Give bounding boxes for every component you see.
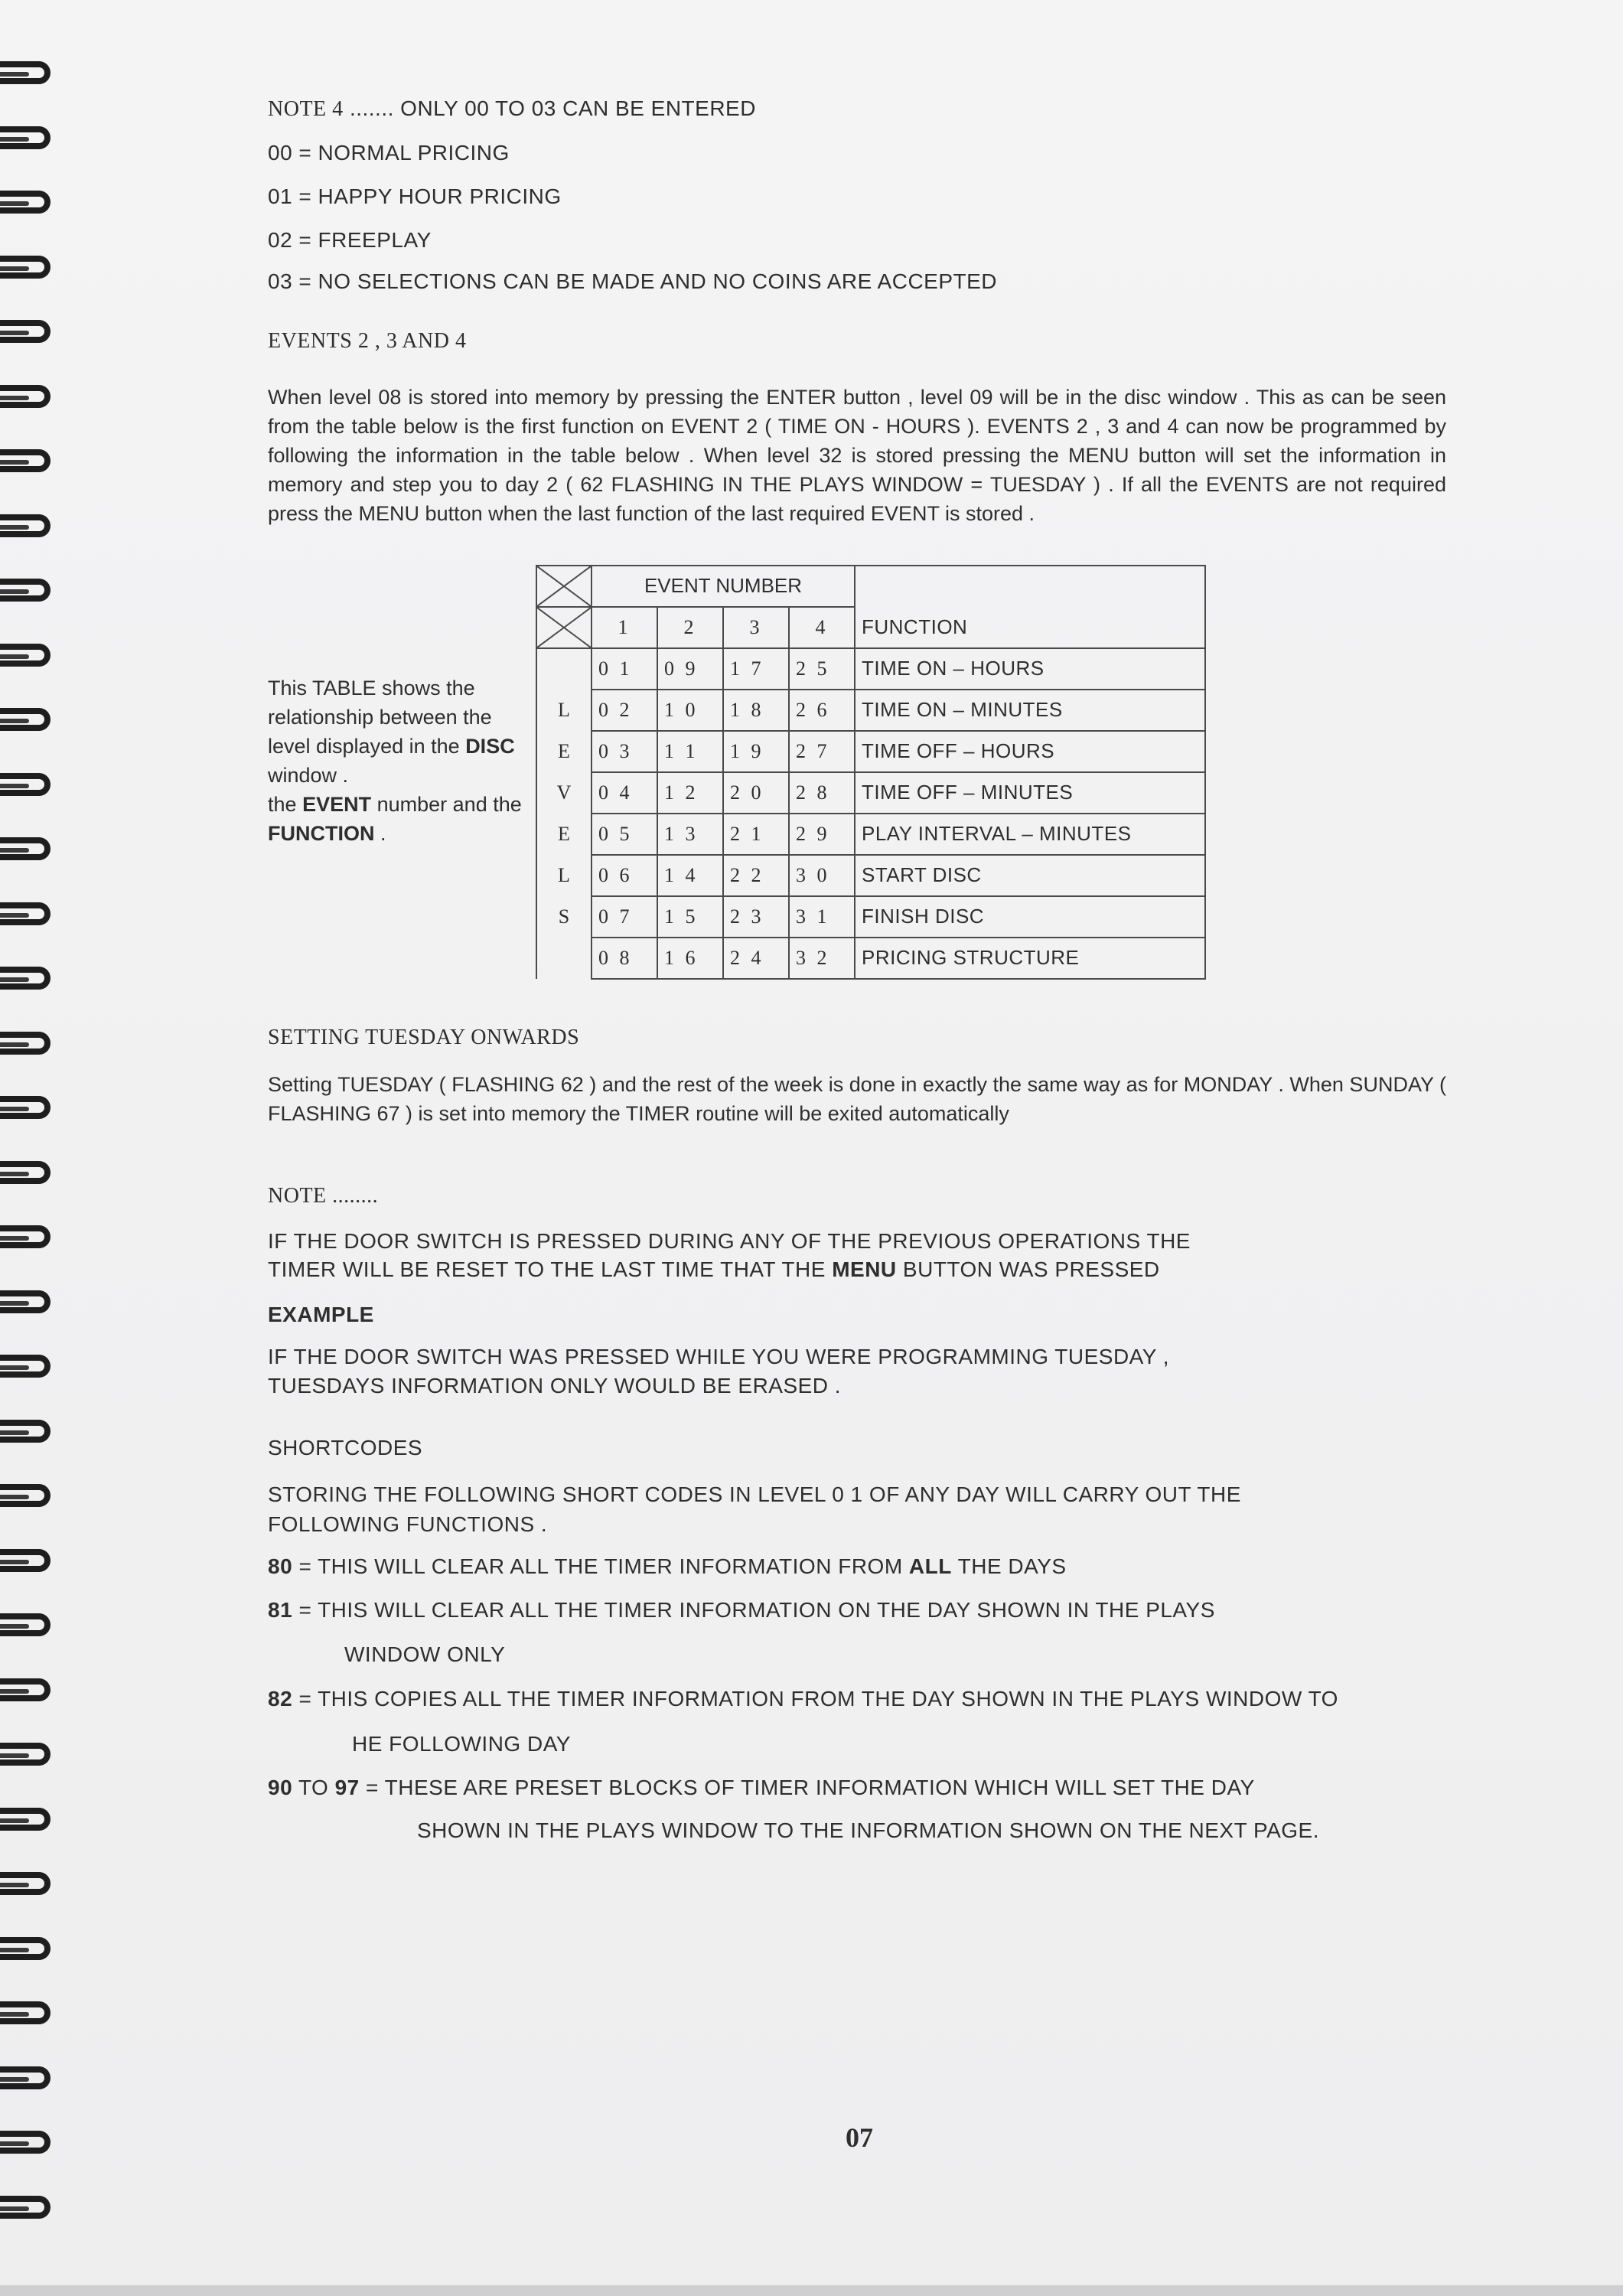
side-note-disc: DISC <box>465 735 515 758</box>
note2-heading: NOTE ........ <box>268 1184 379 1208</box>
function-cell: TIME OFF – HOURS <box>855 731 1205 772</box>
levels-label-cell: V <box>536 772 592 814</box>
example-heading: EXAMPLE <box>268 1303 374 1326</box>
shortcode-number: 81 <box>268 1598 293 1622</box>
shortcode-text: = THESE ARE PRESET BLOCKS OF TIMER INFORMATION WHICH WILL SET THE DAY <box>366 1776 1255 1799</box>
level-cell: 3 1 <box>789 896 855 938</box>
level-cell: 3 2 <box>789 938 855 979</box>
table-side-note <box>268 673 528 848</box>
note4-item: 01 = HAPPY HOUR PRICING <box>268 184 562 208</box>
note4-line <box>268 95 756 123</box>
level-cell: 0 6 <box>592 855 657 896</box>
shortcodes-line1: STORING THE FOLLOWING SHORT CODES IN LEVEL 0 1 OF ANY DAY WILL CARRY OUT THE <box>268 1482 1241 1506</box>
binding-ring <box>0 1937 51 1960</box>
shortcode-text: = THIS WILL CLEAR ALL THE TIMER INFORMATION ON THE DAY SHOWN IN THE PLAYS <box>298 1598 1215 1622</box>
shortcode-80 <box>268 1553 1067 1580</box>
shortcodes-heading: SHORTCODES <box>268 1436 423 1459</box>
note4-item: 00 = NORMAL PRICING <box>268 141 510 165</box>
binding-ring <box>0 1549 51 1572</box>
binding-ring <box>0 191 51 214</box>
levels-label-cell: E <box>536 814 592 855</box>
binding-ring <box>0 1161 51 1184</box>
crossed-cell <box>536 607 592 648</box>
event-number: 3 <box>723 607 789 648</box>
table-row <box>536 896 1205 938</box>
binding-ring <box>0 1808 51 1831</box>
function-cell: FINISH DISC <box>855 896 1205 938</box>
function-header-top <box>855 566 1205 607</box>
side-note-text: . <box>380 822 386 845</box>
binding-ring <box>0 773 51 796</box>
level-cell: 2 6 <box>789 690 855 731</box>
shortcode-90-cont: SHOWN IN THE PLAYS WINDOW TO THE INFORMATION SHOWN ON THE NEXT PAGE. <box>417 1818 1319 1842</box>
level-cell: 1 2 <box>657 772 723 814</box>
level-cell: 1 8 <box>723 690 789 731</box>
side-note-text: window . <box>268 764 349 787</box>
binding-ring <box>0 1872 51 1895</box>
level-cell: 0 1 <box>592 648 657 690</box>
level-cell: 0 3 <box>592 731 657 772</box>
level-cell: 3 0 <box>789 855 855 896</box>
binding-ring <box>0 320 51 343</box>
table-row <box>536 690 1205 731</box>
shortcode-number: 90 <box>268 1776 293 1799</box>
binding-ring <box>0 1225 51 1248</box>
note4-item: 02 = FREEPLAY <box>268 228 432 252</box>
binding-ring <box>0 2131 51 2154</box>
function-cell: TIME ON – HOURS <box>855 648 1205 690</box>
binding-ring <box>0 708 51 731</box>
level-cell: 1 6 <box>657 938 723 979</box>
shortcode-text: = THIS COPIES ALL THE TIMER INFORMATION FROM THE DAY SHOWN IN THE PLAYS WINDOW TO <box>298 1687 1338 1711</box>
level-cell: 2 1 <box>723 814 789 855</box>
levels-label-cell: S <box>536 896 592 938</box>
shortcode-text: TO <box>298 1776 329 1799</box>
spiral-binding <box>0 61 61 2265</box>
side-note-event: EVENT <box>302 793 372 816</box>
shortcode-90-97 <box>268 1774 1255 1802</box>
table-row <box>536 938 1205 979</box>
level-cell: 2 2 <box>723 855 789 896</box>
example-line2: TUESDAYS INFORMATION ONLY WOULD BE ERASED . <box>268 1374 842 1397</box>
side-note-function: FUNCTION <box>268 822 375 845</box>
binding-ring <box>0 1484 51 1507</box>
level-cell: 0 4 <box>592 772 657 814</box>
binding-ring <box>0 449 51 472</box>
events-heading: EVENTS 2 , 3 AND 4 <box>268 329 467 353</box>
event-number: 2 <box>657 607 723 648</box>
page-number: 07 <box>846 2122 873 2153</box>
function-cell: TIME OFF – MINUTES <box>855 772 1205 814</box>
side-note-text: the <box>268 793 297 816</box>
binding-ring <box>0 1355 51 1378</box>
binding-ring <box>0 2066 51 2089</box>
shortcode-82 <box>268 1685 1338 1713</box>
level-cell: 0 2 <box>592 690 657 731</box>
binding-ring <box>0 2001 51 2024</box>
binding-ring <box>0 1743 51 1766</box>
binding-ring <box>0 61 51 84</box>
binding-ring <box>0 126 51 149</box>
note2-text: TIMER WILL BE RESET TO THE LAST TIME THAT THE <box>268 1257 826 1281</box>
level-event-table <box>536 565 1206 980</box>
level-cell: 0 8 <box>592 938 657 979</box>
crossed-cell <box>536 566 592 607</box>
event-number: 4 <box>789 607 855 648</box>
note2-menu: MENU <box>832 1257 897 1281</box>
side-note-text: This TABLE shows the relationship between the level displayed in the <box>268 677 492 758</box>
binding-ring <box>0 837 51 860</box>
levels-label-cell: L <box>536 855 592 896</box>
level-cell: 1 4 <box>657 855 723 896</box>
level-cell: 0 9 <box>657 648 723 690</box>
level-cell: 1 9 <box>723 731 789 772</box>
level-cell: 0 5 <box>592 814 657 855</box>
binding-ring <box>0 1096 51 1119</box>
shortcode-number: 97 <box>334 1776 360 1799</box>
page-edge <box>0 2285 1623 2296</box>
level-cell: 2 3 <box>723 896 789 938</box>
shortcode-81-cont: WINDOW ONLY <box>344 1642 506 1666</box>
function-header: FUNCTION <box>855 607 1205 648</box>
binding-ring <box>0 514 51 537</box>
level-cell: 0 7 <box>592 896 657 938</box>
table-row <box>536 814 1205 855</box>
binding-ring <box>0 2196 51 2219</box>
level-cell: 1 3 <box>657 814 723 855</box>
shortcode-81 <box>268 1596 1215 1624</box>
level-cell: 2 9 <box>789 814 855 855</box>
table-row <box>536 772 1205 814</box>
note4-item: 03 = NO SELECTIONS CAN BE MADE AND NO COINS ARE ACCEPTED <box>268 269 998 293</box>
level-cell: 2 8 <box>789 772 855 814</box>
function-cell: TIME ON – MINUTES <box>855 690 1205 731</box>
binding-ring <box>0 967 51 990</box>
side-note-text: number and the <box>376 793 522 816</box>
event-number-header: EVENT NUMBER <box>592 566 855 607</box>
binding-ring <box>0 902 51 925</box>
example-line1: IF THE DOOR SWITCH WAS PRESSED WHILE YOU WERE PROGRAMMING TUESDAY , <box>268 1345 1169 1368</box>
note2-text: BUTTON WAS PRESSED <box>902 1257 1160 1281</box>
shortcode-text: = THIS WILL CLEAR ALL THE TIMER INFORMATION FROM <box>298 1554 903 1578</box>
note4-heading: NOTE 4 <box>268 97 344 121</box>
shortcode-82-cont: HE FOLLOWING DAY <box>352 1732 571 1756</box>
binding-ring <box>0 256 51 279</box>
binding-ring <box>0 1032 51 1055</box>
binding-ring <box>0 1678 51 1701</box>
binding-ring <box>0 644 51 667</box>
level-cell: 2 4 <box>723 938 789 979</box>
binding-ring <box>0 1420 51 1443</box>
function-cell: PRICING STRUCTURE <box>855 938 1205 979</box>
tuesday-paragraph: Setting TUESDAY ( FLASHING 62 ) and the rest of the week is done in exactly the same way as for MONDAY . When SUNDAY ( FLASHING 67 ) is set into memory the TIMER routine will be exited automatically <box>268 1073 1446 1125</box>
level-cell: 1 7 <box>723 648 789 690</box>
cross-icon <box>537 608 591 647</box>
binding-ring <box>0 1613 51 1636</box>
level-cell: 1 1 <box>657 731 723 772</box>
table-row <box>536 855 1205 896</box>
shortcode-text: THE DAYS <box>957 1554 1067 1578</box>
binding-ring <box>0 385 51 408</box>
cross-icon <box>537 566 591 606</box>
note2-line2 <box>268 1256 1160 1283</box>
event-number: 1 <box>592 607 657 648</box>
table-row <box>536 648 1205 690</box>
shortcode-number: 80 <box>268 1554 293 1578</box>
binding-ring <box>0 1290 51 1313</box>
levels-label-cell <box>536 648 592 690</box>
level-cell: 2 5 <box>789 648 855 690</box>
table-row <box>536 731 1205 772</box>
events-paragraph: When level 08 is stored into memory by pressing the ENTER button , level 09 will be in the disc window . This as can be seen from the table below is the first function on EVENT 2 ( TIME ON - HOURS ). EVENTS 2 , 3 and 4 can now be programmed by following the information in the table below . When level 32 is stored pressing the MENU button will set the information in memory and step you to day 2 ( 62 FLASHING IN THE PLAYS WINDOW = TUESDAY ) . If all the EVENTS are not required press the MENU button when the last function of the last required EVENT is stored . <box>268 386 1446 525</box>
function-cell: PLAY INTERVAL – MINUTES <box>855 814 1205 855</box>
level-cell: 2 7 <box>789 731 855 772</box>
shortcode-number: 82 <box>268 1687 293 1711</box>
levels-label-cell: L <box>536 690 592 731</box>
note2-line1: IF THE DOOR SWITCH IS PRESSED DURING ANY OF THE PREVIOUS OPERATIONS THE <box>268 1229 1191 1253</box>
level-cell: 1 0 <box>657 690 723 731</box>
shortcodes-line2: FOLLOWING FUNCTIONS . <box>268 1512 548 1536</box>
tuesday-heading: SETTING TUESDAY ONWARDS <box>268 1026 580 1049</box>
levels-label-cell <box>536 938 592 979</box>
function-cell: START DISC <box>855 855 1205 896</box>
levels-label-cell: E <box>536 731 592 772</box>
level-cell: 2 0 <box>723 772 789 814</box>
note4-text: ....... ONLY 00 TO 03 CAN BE ENTERED <box>349 96 756 120</box>
binding-ring <box>0 579 51 602</box>
shortcode-all: ALL <box>908 1554 952 1578</box>
level-cell: 1 5 <box>657 896 723 938</box>
